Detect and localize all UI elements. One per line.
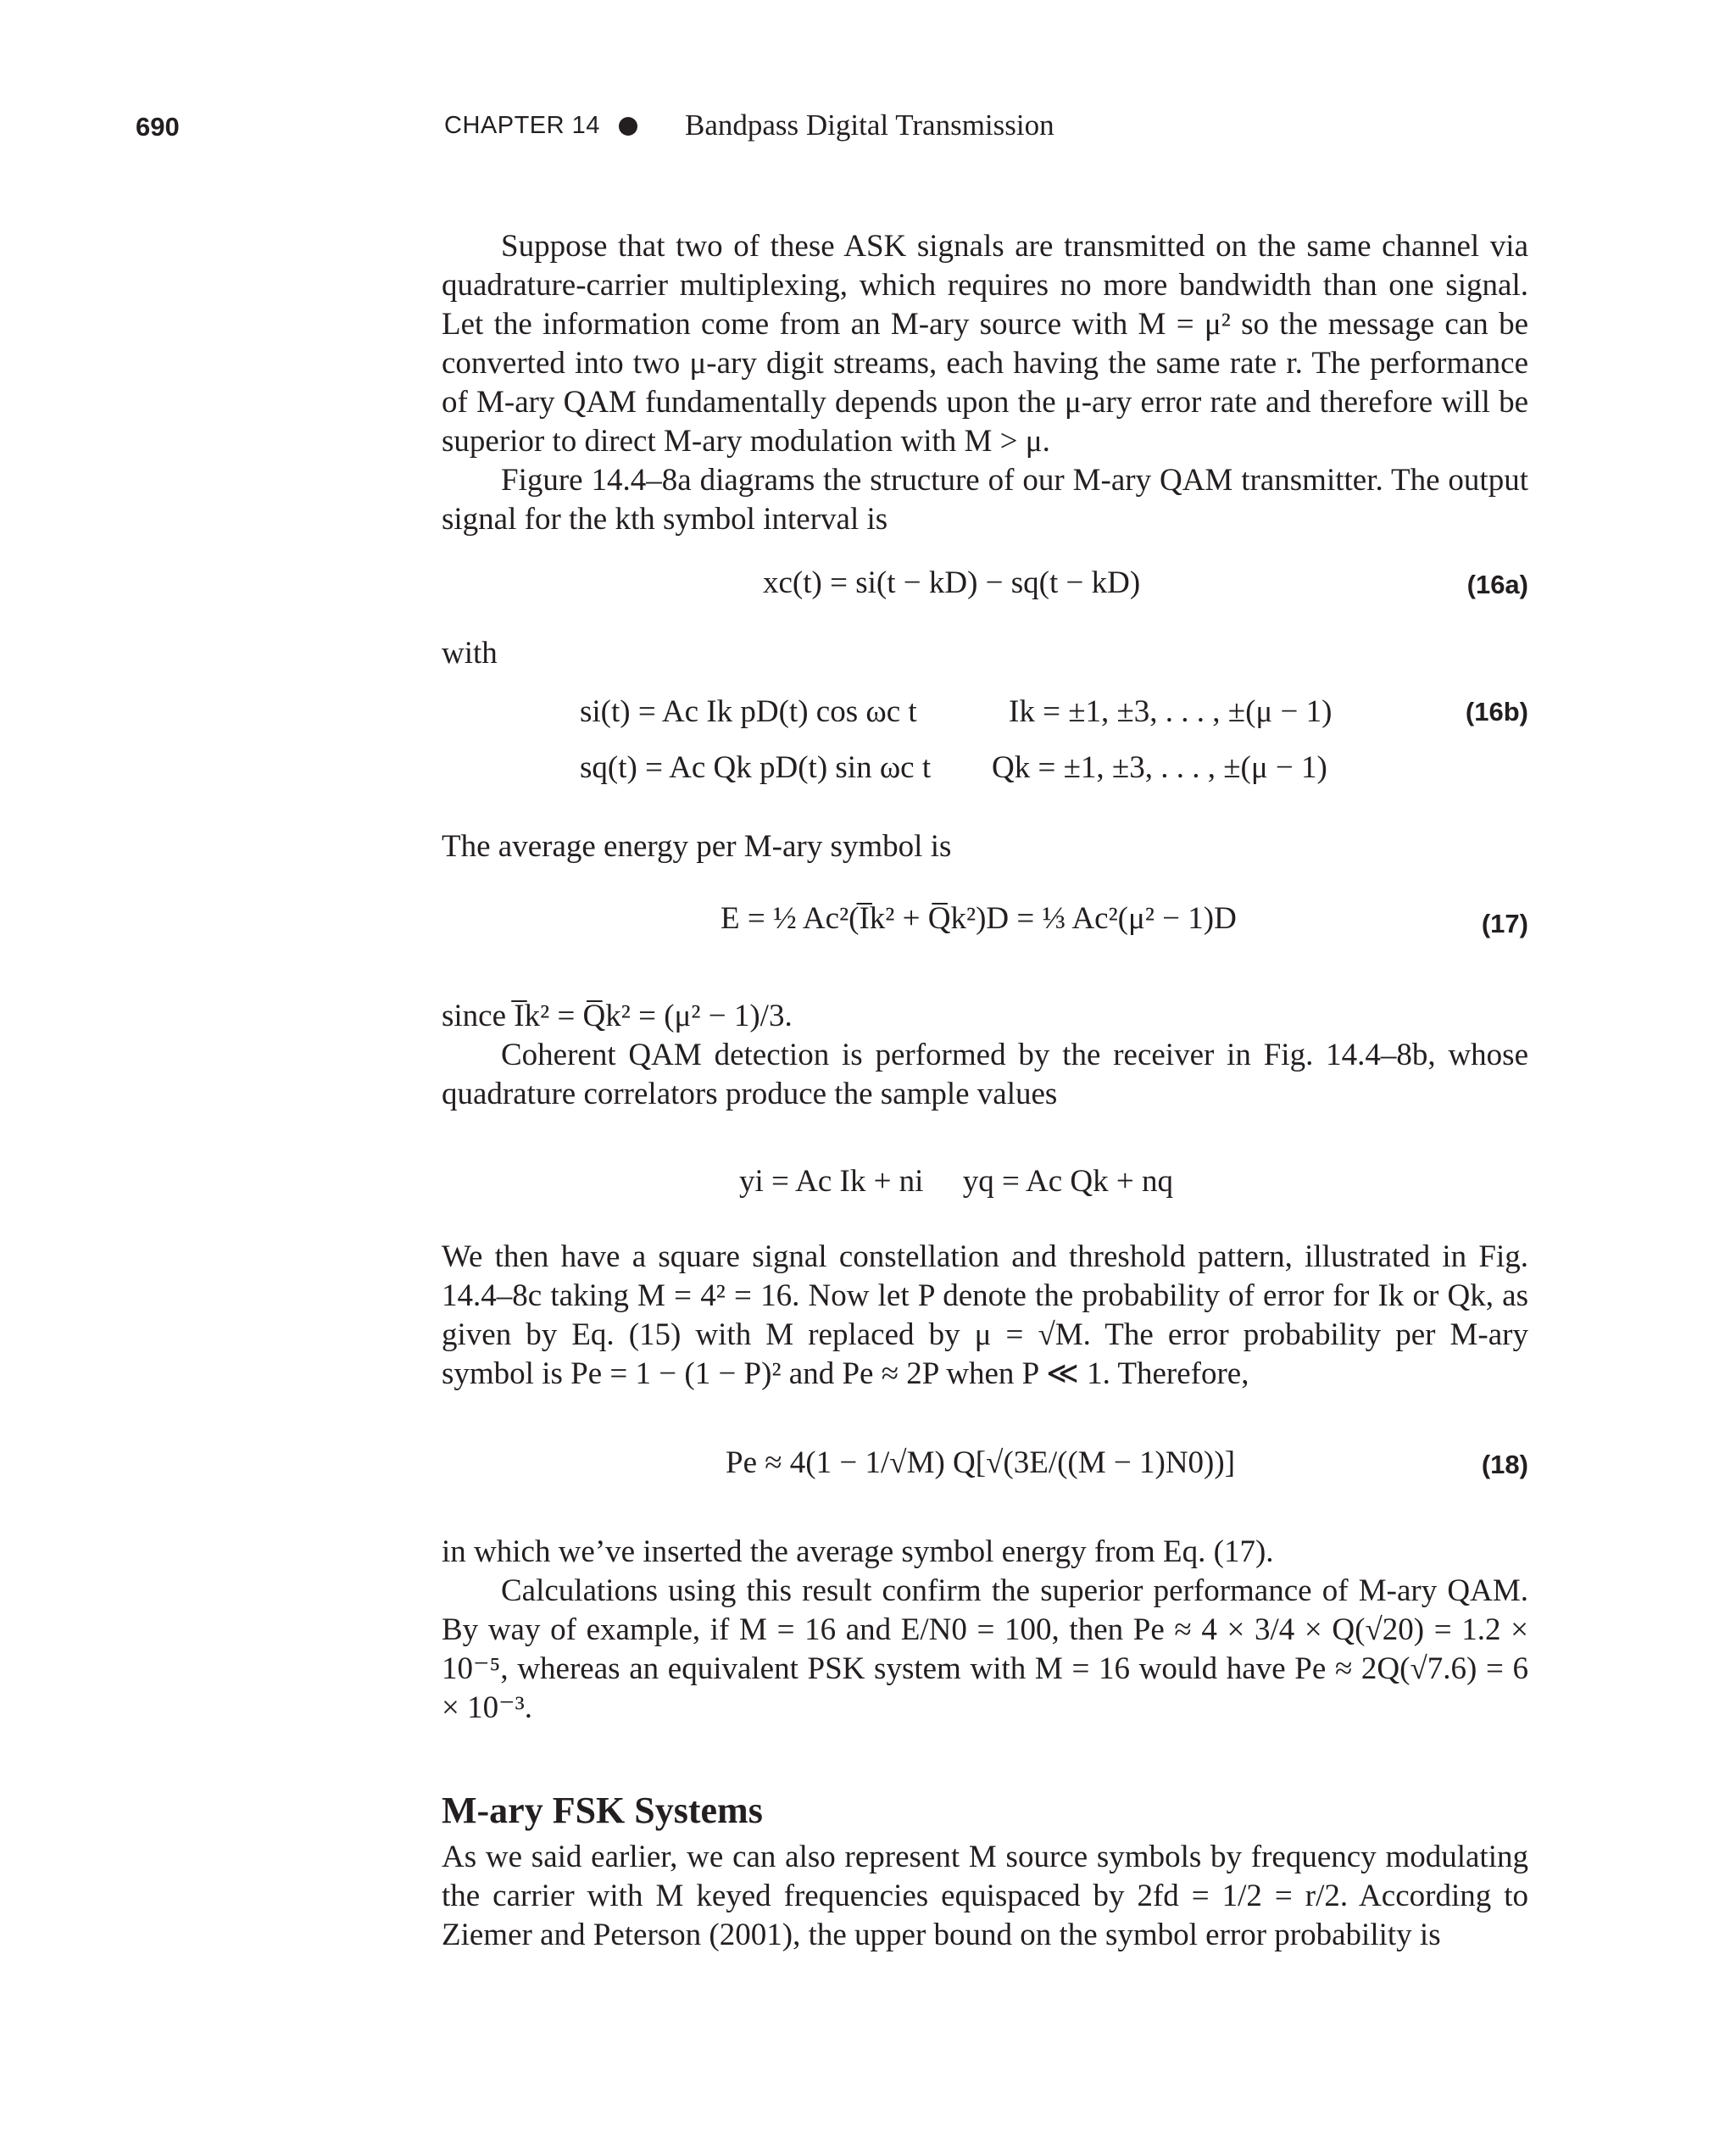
chapter-label: CHAPTER 14 bbox=[444, 112, 600, 139]
equation-number-16b: (16b) bbox=[1465, 697, 1528, 727]
equation-16b-line2: sq(t) = Ac Qk pD(t) sin ωc t bbox=[580, 750, 932, 785]
paragraph-results bbox=[442, 1533, 1528, 1728]
equation-number-18: (18) bbox=[1481, 1450, 1528, 1479]
paragraph-with: with bbox=[442, 636, 498, 671]
equation-16a: xc(t) = si(t − kD) − sq(t − kD) bbox=[763, 565, 1141, 600]
paragraph-6: We then have a square signal constellation and threshold pattern, illustrated in Fig. 14.4–8c taking M = 4² = 16. Now let P denote the probability of error for Ik or Qk, as given by Eq. (15) with M replaced by μ = √M. The error probability per M-ary symbol is Pe = 1 − (1 − P)² and Pe ≈ 2P when P ≪ 1. Therefore, bbox=[442, 1239, 1528, 1391]
page-number: 690 bbox=[136, 112, 180, 142]
paragraph-1: Suppose that two of these ASK signals are transmitted on the same channel via quadrature-carrier multiplexing, which requires no more bandwidth than one signal. Let the information come from an M-ary source with M = μ² so the message can be converted into two μ-ary digit streams, each having the same rate r. The performance of M-ary QAM fundamentally depends upon the μ-ary error rate and therefore will be superior to direct M-ary modulation with M > μ. bbox=[442, 229, 1528, 459]
equation-number-16a: (16a) bbox=[1466, 570, 1528, 599]
equation-17: E = ½ Ac²(I̅k² + Q̅k²)D = ⅓ Ac²(μ² − 1)D bbox=[721, 901, 1237, 936]
paragraph-4: since I̅k² = Q̅k² = (μ² − 1)/3. bbox=[442, 999, 793, 1033]
equation-16b-line1-range: Ik = ±1, ±3, . . . , ±(μ − 1) bbox=[1009, 694, 1333, 729]
chapter-title: Bandpass Digital Transmission bbox=[685, 109, 1054, 142]
equation-sample-values: yi = Ac Ik + ni yq = Ac Qk + nq bbox=[739, 1164, 1174, 1199]
paragraph-7: in which we’ve inserted the average symbol energy from Eq. (17). bbox=[442, 1534, 1274, 1569]
paragraph-intro bbox=[442, 227, 1528, 539]
equation-16b-line2-range: Qk = ±1, ±3, . . . , ±(μ − 1) bbox=[992, 750, 1327, 785]
paragraph-8: Calculations using this result confirm the superior performance of M-ary QAM. By way of example, if M = 16 and E/N0 = 100, then Pe ≈ 4 × 3/4 × Q(√20) = 1.2 × 10⁻⁵, whereas an equivalent PSK system with M = 16 would have Pe ≈ 2Q(√7.6) = 6 × 10⁻³. bbox=[442, 1573, 1528, 1725]
section-heading: M-ary FSK Systems bbox=[442, 1790, 763, 1831]
paragraph-3: The average energy per M-ary symbol is bbox=[442, 829, 952, 864]
equation-18: Pe ≈ 4(1 − 1/√M) Q[√(3E/((M − 1)N0))] bbox=[726, 1445, 1236, 1480]
equation-16b-line1: si(t) = Ac Ik pD(t) cos ωc t bbox=[580, 694, 917, 729]
paragraph-9: As we said earlier, we can also represent M source symbols by frequency modulating the carrier with M keyed frequencies equispaced by 2fd = 1/2 = r/2. According to Ziemer and Peterson (2001), the upper bound on the symbol error probability is bbox=[442, 1840, 1528, 1952]
equation-number-17: (17) bbox=[1481, 909, 1528, 938]
header-bullet-icon bbox=[619, 117, 637, 136]
paragraph-2: Figure 14.4–8a diagrams the structure of our M-ary QAM transmitter. The output signal for the kth symbol interval is bbox=[442, 463, 1528, 537]
paragraph-since bbox=[442, 997, 1528, 1114]
paragraph-5: Coherent QAM detection is performed by the receiver in Fig. 14.4–8b, whose quadrature correlators produce the sample values bbox=[442, 1038, 1528, 1111]
